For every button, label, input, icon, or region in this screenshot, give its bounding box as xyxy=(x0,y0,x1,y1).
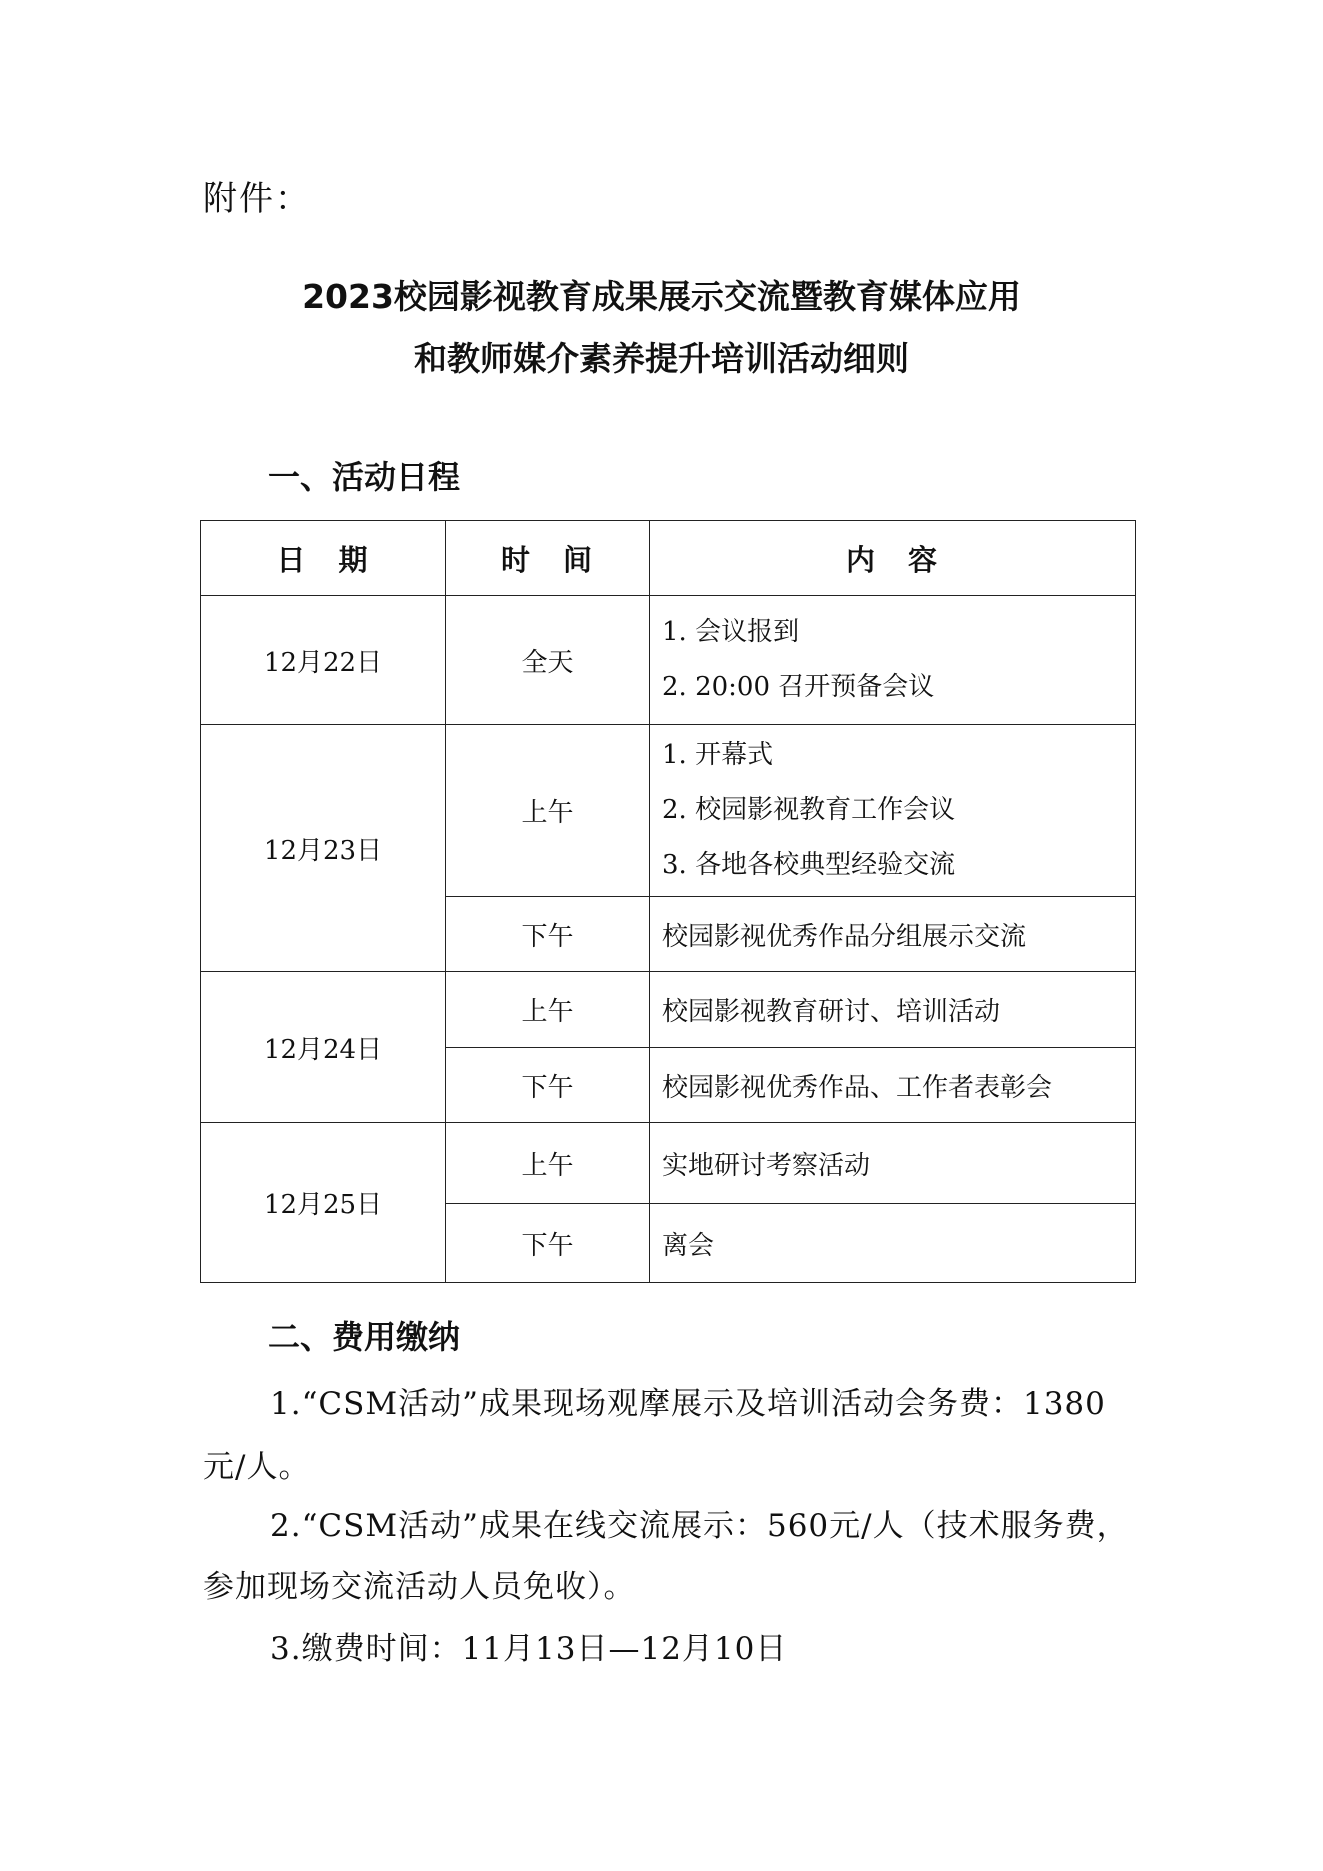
schedule-table xyxy=(200,520,1136,1283)
time-cell: 下午 xyxy=(446,1048,650,1123)
content-line: 1. 开幕式 xyxy=(662,740,774,770)
content-cell: 实地研讨考察活动 xyxy=(650,1123,1136,1204)
header-content: 内 容 xyxy=(650,521,1136,596)
time-cell: 下午 xyxy=(446,1204,650,1283)
table-row xyxy=(201,1123,1136,1204)
fee-item-3: 3.缴费时间：11月13日—12月10日 xyxy=(270,1631,788,1667)
section-heading-schedule: 一、活动日程 xyxy=(268,458,461,496)
table-row xyxy=(201,972,1136,1048)
date-cell: 12月24日 xyxy=(201,972,446,1123)
content-cell: 校园影视优秀作品、工作者表彰会 xyxy=(650,1048,1136,1123)
table-row xyxy=(201,596,1136,725)
header-date: 日 期 xyxy=(201,521,446,596)
content-line: 2. 20:00 召开预备会议 xyxy=(662,672,935,702)
fee-item-2-line-2: 参加现场交流活动人员免收）。 xyxy=(203,1569,636,1605)
header-time: 时 间 xyxy=(446,521,650,596)
fee-item-1-line-1: 1.“CSM活动”成果现场观摩展示及培训活动会务费：1380 xyxy=(270,1386,1106,1422)
document-title-line-2: 和教师媒介素养提升培训活动细则 xyxy=(414,339,909,378)
time-cell: 全天 xyxy=(446,596,650,725)
content-cell xyxy=(650,596,1136,725)
content-line: 3. 各地各校典型经验交流 xyxy=(662,850,956,880)
content-cell: 校园影视教育研讨、培训活动 xyxy=(650,972,1136,1048)
time-cell: 上午 xyxy=(446,1123,650,1204)
content-cell: 校园影视优秀作品分组展示交流 xyxy=(650,897,1136,972)
document-title-line-1: 2023校园影视教育成果展示交流暨教育媒体应用 xyxy=(302,277,1021,316)
content-cell: 离会 xyxy=(650,1204,1136,1283)
fee-item-1-line-2: 元/人。 xyxy=(203,1449,311,1485)
attachment-label: 附件： xyxy=(203,179,311,219)
content-line: 2. 校园影视教育工作会议 xyxy=(662,795,956,825)
content-cell xyxy=(650,725,1136,897)
time-cell: 下午 xyxy=(446,897,650,972)
section-heading-fees: 二、费用缴纳 xyxy=(268,1318,461,1356)
fee-item-2-line-1: 2.“CSM活动”成果在线交流展示：560元/人（技术服务费， xyxy=(270,1508,1129,1544)
date-cell: 12月23日 xyxy=(201,725,446,972)
table-row xyxy=(201,725,1136,897)
date-cell: 12月25日 xyxy=(201,1123,446,1283)
time-cell: 上午 xyxy=(446,725,650,897)
time-cell: 上午 xyxy=(446,972,650,1048)
date-cell: 12月22日 xyxy=(201,596,446,725)
content-line: 1. 会议报到 xyxy=(662,617,800,647)
table-header-row xyxy=(201,521,1136,596)
